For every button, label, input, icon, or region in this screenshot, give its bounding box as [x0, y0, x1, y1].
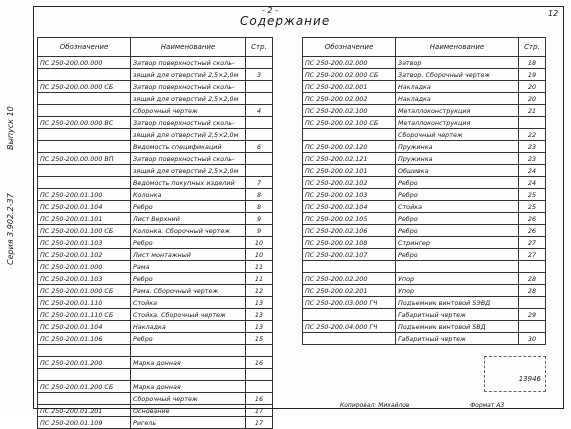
row-code [38, 69, 131, 81]
table-row [303, 321, 546, 333]
row-page: 20 [519, 93, 546, 105]
row-name: Накладка [131, 321, 246, 333]
row-name: Ведомость покупных изделий [131, 177, 246, 189]
table-row [38, 177, 273, 189]
row-name: Лист монтажный [131, 249, 246, 261]
row-page: 9 [246, 225, 273, 237]
row-page [246, 369, 273, 381]
row-code: ПС 250-200.02.102 [303, 177, 396, 189]
row-name: Обшивка [396, 165, 519, 177]
row-page [246, 381, 273, 393]
row-name: Ригель [131, 417, 246, 429]
row-page [519, 297, 546, 309]
row-page: 18 [519, 57, 546, 69]
row-name: Затвор поверхностный сколь- [131, 57, 246, 69]
row-name: Затвор. Сборочный чертеж [396, 69, 519, 81]
table-row [303, 189, 546, 201]
header-name: Наименование [131, 38, 246, 57]
row-name: Основание [131, 405, 246, 417]
table-row [303, 201, 546, 213]
row-name: Подъемник винтовой 5ЭВД [396, 297, 519, 309]
contents-table-left [37, 37, 273, 429]
row-name: Пружинка [396, 153, 519, 165]
row-name: Накладка [396, 93, 519, 105]
row-name: Стойка [131, 297, 246, 309]
row-page: 12 [246, 285, 273, 297]
row-code [38, 129, 131, 141]
table-row [38, 81, 273, 93]
table-row [303, 81, 546, 93]
table-row [303, 165, 546, 177]
row-name: Ребро [396, 249, 519, 261]
table-row [303, 153, 546, 165]
row-name: Габаритный чертеж [396, 309, 519, 321]
row-page: 26 [519, 213, 546, 225]
row-page: 9 [246, 213, 273, 225]
row-code: ПС 250-200.01.102 [38, 249, 131, 261]
row-code: ПС 250-200.00.000 СБ [38, 81, 131, 93]
table-row [303, 273, 546, 285]
table-row [303, 225, 546, 237]
row-code: ПС 250-200.02.107 [303, 249, 396, 261]
row-code: ПС 250-200.02.120 [303, 141, 396, 153]
row-code: ПС 250-200.01.106 [38, 333, 131, 345]
row-page: 8 [246, 189, 273, 201]
table-row [38, 141, 273, 153]
row-code: ПС 250-200.01.200 СБ [38, 381, 131, 393]
row-page: 13 [246, 297, 273, 309]
row-name: Рама. Сборочный чертеж [131, 285, 246, 297]
row-code: ПС 250-200.01.103 [38, 237, 131, 249]
row-page: 30 [519, 333, 546, 345]
row-code [303, 309, 396, 321]
row-name: Ребро [131, 201, 246, 213]
row-name [131, 345, 246, 357]
table-row [303, 285, 546, 297]
table-row [38, 345, 273, 357]
row-name: Ведомость спецификаций [131, 141, 246, 153]
row-code: ПС 250-200.01.110 [38, 297, 131, 309]
row-code [303, 333, 396, 345]
table-row [303, 129, 546, 141]
row-name: Стойка [396, 201, 519, 213]
contents-table-right [302, 37, 546, 345]
row-page [246, 129, 273, 141]
row-name: Стрингер [396, 237, 519, 249]
row-code: ПС 250-200.01.109 [38, 417, 131, 429]
row-name: Стойка. Сборочный чертеж [131, 309, 246, 321]
header-page: Стр. [519, 38, 546, 57]
row-page: 11 [246, 273, 273, 285]
table-row [38, 369, 273, 381]
row-name: Затвор [396, 57, 519, 69]
row-name: Марка донная [131, 357, 246, 369]
copied-by: Копировал: Михайлов [340, 402, 410, 409]
side-strip [1, 30, 29, 410]
stamp-number: 13946 [518, 375, 541, 383]
row-page: 6 [246, 141, 273, 153]
row-code: ПС 250-200.00.000 [38, 57, 131, 69]
table-row [38, 201, 273, 213]
row-page: 23 [519, 153, 546, 165]
row-name: Ребро [396, 213, 519, 225]
table-row [303, 69, 546, 81]
row-page [519, 321, 546, 333]
row-name: Подъемник винтовой 5ВД [396, 321, 519, 333]
sheet-format: Формат А3 [470, 402, 505, 409]
table-row [303, 141, 546, 153]
row-page: 24 [519, 165, 546, 177]
row-name: Марка донная [131, 381, 246, 393]
row-code: ПС 250-200.02.100 СБ [303, 117, 396, 129]
table-row [303, 237, 546, 249]
table-row [38, 357, 273, 369]
table-row [303, 117, 546, 129]
corner-mark: 12 [548, 9, 559, 18]
row-name: Сборочный чертеж [131, 393, 246, 405]
row-name: Металлоконструкция [396, 117, 519, 129]
row-name: Ребро [396, 189, 519, 201]
table-row [303, 297, 546, 309]
row-page: 25 [519, 201, 546, 213]
row-code: ПС 250-200.01.100 [38, 189, 131, 201]
header-page: Стр. [246, 38, 273, 57]
row-code [38, 105, 131, 117]
row-code: ПС 250-200.01.100 СБ [38, 225, 131, 237]
row-page: 22 [519, 129, 546, 141]
row-code: ПС 250-200.01.104 [38, 201, 131, 213]
row-code: ПС 250-200.01.000 СБ [38, 285, 131, 297]
table-row [303, 177, 546, 189]
row-page: 24 [519, 177, 546, 189]
row-page: 13 [246, 309, 273, 321]
row-page: 10 [246, 249, 273, 261]
page-title: Содержание [240, 14, 331, 28]
row-page: 7 [246, 177, 273, 189]
table-row [38, 237, 273, 249]
row-name: Колонка. Сборочный чертеж [131, 225, 246, 237]
table-row [38, 153, 273, 165]
table-row [38, 381, 273, 393]
row-name: Сборочный чертеж [396, 129, 519, 141]
row-name: Лист Верхний [131, 213, 246, 225]
row-page: 20 [519, 81, 546, 93]
row-code: ПС 250-200.01.103 [38, 273, 131, 285]
row-page [246, 165, 273, 177]
table-row [38, 225, 273, 237]
row-code: ПС 250-200.02.108 [303, 237, 396, 249]
row-code [303, 261, 396, 273]
row-name: Упор [396, 285, 519, 297]
table-row [38, 273, 273, 285]
row-page: 13 [246, 321, 273, 333]
table-row [303, 105, 546, 117]
row-code: ПС 250-200.02.201 [303, 285, 396, 297]
row-code: ПС 250-200.01.200 [38, 357, 131, 369]
row-code: ПС 250-200.02.105 [303, 213, 396, 225]
row-name: Габаритный чертеж [396, 333, 519, 345]
row-code: ПС 250-200.00.000 ВС [38, 117, 131, 129]
table-row [38, 165, 273, 177]
row-name: зящий для отверстий 2,5×2,0м [131, 93, 246, 105]
row-page [246, 345, 273, 357]
row-name: Ребро [131, 333, 246, 345]
row-name: Ребро [396, 177, 519, 189]
row-code: ПС 250-200.01.201 [38, 405, 131, 417]
row-code [38, 165, 131, 177]
table-row [38, 93, 273, 105]
row-name: Ребро [131, 273, 246, 285]
header-name: Наименование [396, 38, 519, 57]
table-row [303, 57, 546, 69]
table-row [38, 417, 273, 429]
header-code: Обозначение [38, 38, 131, 57]
table-row [38, 117, 273, 129]
row-name: Рама [131, 261, 246, 273]
row-page [519, 261, 546, 273]
table-row [38, 261, 273, 273]
row-code: ПС 250-200.02.121 [303, 153, 396, 165]
row-page: 28 [519, 273, 546, 285]
row-code [38, 345, 131, 357]
row-page: 11 [246, 261, 273, 273]
table-row [38, 189, 273, 201]
row-code: ПС 250-200.02.200 [303, 273, 396, 285]
table-row [303, 309, 546, 321]
row-page [246, 93, 273, 105]
table-row [38, 213, 273, 225]
table-row [38, 321, 273, 333]
row-page: 3 [246, 69, 273, 81]
row-code: ПС 250-200.02.100 [303, 105, 396, 117]
row-name: Металлоконструкция [396, 105, 519, 117]
row-page: 17 [246, 405, 273, 417]
row-page: 19 [519, 69, 546, 81]
row-name: Упор [396, 273, 519, 285]
row-page: 27 [519, 249, 546, 261]
row-code [38, 393, 131, 405]
table-row [38, 333, 273, 345]
row-code: ПС 250-200.02.000 [303, 57, 396, 69]
row-code: ПС 250-200.03.000 ГЧ [303, 297, 396, 309]
row-page: 26 [519, 225, 546, 237]
table-row [38, 249, 273, 261]
row-code [38, 369, 131, 381]
row-code: ПС 250-200.02.000 СБ [303, 69, 396, 81]
row-code: ПС 250-200.02.002 [303, 93, 396, 105]
row-name: Колонка [131, 189, 246, 201]
row-page [519, 117, 546, 129]
row-name: Накладка [396, 81, 519, 93]
row-page: 27 [519, 237, 546, 249]
top-page-number: - 2 - [262, 6, 278, 15]
table-row [303, 213, 546, 225]
row-code: ПС 250-200.01.104 [38, 321, 131, 333]
table-row [303, 333, 546, 345]
table-row [38, 297, 273, 309]
side-issue: Выпуск 10 [6, 106, 15, 150]
row-page [246, 57, 273, 69]
table-row [38, 69, 273, 81]
row-code: ПС 250-200.02.106 [303, 225, 396, 237]
row-code [303, 129, 396, 141]
row-page: 28 [519, 285, 546, 297]
row-code: ПС 250-200.02.101 [303, 165, 396, 177]
row-name: Сборочный чертеж [131, 105, 246, 117]
row-code: ПС 250-200.01.000 [38, 261, 131, 273]
row-code: ПС 250-200.01.110 СБ [38, 309, 131, 321]
row-code: ПС 250-200.00.000 ВП [38, 153, 131, 165]
row-name: зящий для отверстий 2,5×2,0м [131, 129, 246, 141]
row-name: зящий для отверстий 2,5×2,0м [131, 165, 246, 177]
row-name: Ребро [396, 225, 519, 237]
row-name: Ребро [131, 237, 246, 249]
row-page [246, 81, 273, 93]
row-name: зящий для отверстий 2,5×2,0м [131, 69, 246, 81]
row-page: 10 [246, 237, 273, 249]
row-page: 15 [246, 333, 273, 345]
table-row [38, 57, 273, 69]
row-code [38, 177, 131, 189]
row-code: ПС 250-200.04.000 ГЧ [303, 321, 396, 333]
row-page: 8 [246, 201, 273, 213]
row-name: Затвор поверхностный сколь- [131, 81, 246, 93]
archive-stamp [484, 356, 546, 392]
row-code: ПС 250-200.02.103 [303, 189, 396, 201]
row-code [38, 93, 131, 105]
row-page: 25 [519, 189, 546, 201]
table-row [303, 261, 546, 273]
table-row [38, 285, 273, 297]
table-row [38, 393, 273, 405]
row-name: Пружинка [396, 141, 519, 153]
row-page: 4 [246, 105, 273, 117]
row-code [38, 141, 131, 153]
table-row [303, 93, 546, 105]
table-row [38, 309, 273, 321]
table-row [303, 249, 546, 261]
table-header [303, 38, 546, 57]
row-page: 29 [519, 309, 546, 321]
row-page [246, 153, 273, 165]
row-name: Затвор поверхностный сколь- [131, 117, 246, 129]
table-header [38, 38, 273, 57]
row-page: 17 [246, 417, 273, 429]
header-code: Обозначение [303, 38, 396, 57]
row-code: ПС 250-200.02.104 [303, 201, 396, 213]
table-row [38, 105, 273, 117]
row-page: 16 [246, 393, 273, 405]
row-page: 21 [519, 105, 546, 117]
row-name [131, 369, 246, 381]
row-code: ПС 250-200.01.101 [38, 213, 131, 225]
row-page [246, 117, 273, 129]
row-page: 16 [246, 357, 273, 369]
row-name [396, 261, 519, 273]
row-page: 23 [519, 141, 546, 153]
row-code: ПС 250-200.02.001 [303, 81, 396, 93]
side-series: Серия 3.902.2-37 [6, 193, 15, 265]
row-name: Затвор поверхностный сколь- [131, 153, 246, 165]
table-row [38, 129, 273, 141]
